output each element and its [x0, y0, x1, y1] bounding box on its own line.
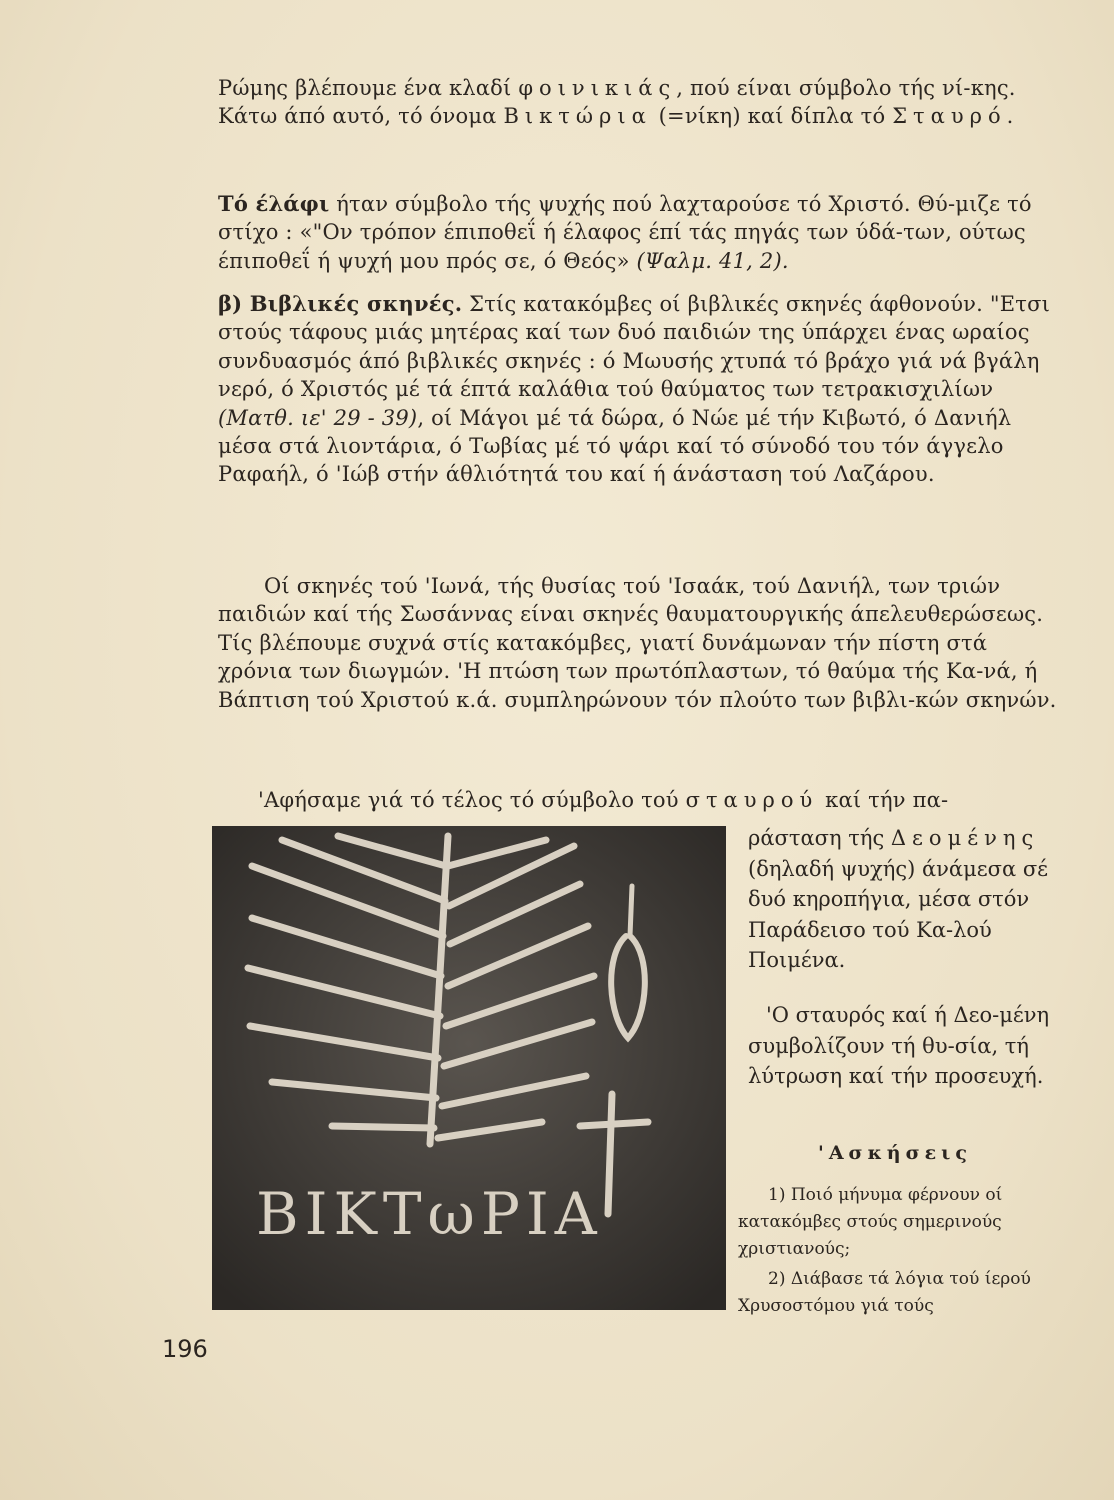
text-run: , οί Μάγοι μέ τά δώρα, ό Νώε μέ τήν Κιβωτό, ό Δανιήλ μέσα στά λιοντάρια, ό Τωβίας μέ τό ψάρι καί τό σύνοδό του τόν άγγελο Ραφαήλ, ό 'Ιώβ στήν άθλιότητά του καί ή άνάσταση τού Λαζάρου. — [218, 405, 1012, 487]
text-run: (=νίκη) καί δίπλα τό — [651, 104, 893, 129]
text-run: , πού είναι σύμβολο τής νί-κης. Κάτω άπό αυτό, τό όνομα — [218, 76, 1016, 129]
scripture-reference: (Ψαλμ. 41, 2). — [636, 248, 789, 273]
paragraph-miracle-scenes: Οί σκηνές τού 'Ιωνά, τής θυσίας τού 'Ισαάκ, τού Δανιήλ, των τριών παιδιών καί τής Σωσάννας είναι σκηνές θαυματουργικής άπελευθερώσεως. Τίς βλέπουμε συχνά στίς κατακόμβες, γιατί δυνάμωναν τήν πίστη στά χρόνια των διωγμών. 'Η πτώση των πρωτόπλαστων, τό θαύμα τής Κα-νά, ή Βάπτιση τού Χριστού κ.ά. συμπληρώνουν τόν πλούτο των βιβλι-κών σκηνών. — [218, 574, 1057, 712]
side-paragraph-orant — [748, 823, 1068, 976]
text-run: (δηλαδή ψυχής) άνάμεσα σέ δυό κηροπήγια, μέσα στόν Παράδεισο τού Κα-λού Ποιμένα. — [748, 856, 1049, 972]
text-run: Στίς κατακόμβες οί βιβλικές σκηνές άφθονούν. "Ετσι στούς τάφους μιάς μητέρας καί των δυό παιδιών της ύπάρχει ένας ωραίος συνδυασμός άπό βιβλικές σκηνές : ό Μωυσής χτυπά τό βράχο γιά νά βγάλη νερό, ό Χριστός μέ τά έπτά καλάθια τού θαύματος των τετρακισχιλίων — [218, 292, 1051, 402]
text-run: 'Αφήσαμε γιά τό τέλος τό σύμβολο τού — [258, 788, 686, 812]
text-run: Ρώμης βλέπουμε ένα κλαδί — [218, 76, 519, 100]
spaced-term: φοινικιάς — [518, 76, 677, 100]
exercise-item-2: 2) Διάβασε τά λόγια τού ίερού Χρυσοστόμου γιά τούς — [738, 1269, 1031, 1316]
section-heading: β) Βιβλικές σκηνές. — [218, 291, 463, 316]
text-run: . — [1006, 104, 1014, 129]
exercise-item-1: 1) Ποιό μήνυμα φέρνουν οί κατακόμβες στούς σημερινούς χριστιανούς; — [738, 1185, 1003, 1259]
cross-horizontal — [580, 1122, 648, 1126]
catacomb-inscription-photo — [212, 826, 726, 1310]
palm-branch-engraving — [212, 826, 726, 1310]
text-run: καί τήν πα- — [818, 788, 949, 812]
paragraph-biblical-scenes — [218, 290, 1068, 489]
exercises-heading: 'Ασκήσεις — [818, 1142, 972, 1164]
spaced-term: Σταυρό — [892, 104, 1007, 129]
paragraph-palm — [218, 74, 1068, 131]
text-run: ήταν σύμβολο τής ψυχής πού λαχταρούσε τό Χριστό. Θύ-μιζε τό στίχο : «"Ον τρόπον έπιποθεΐ ή έλαφος έπί τάς πηγάς των ύδά-των, ούτως έπιποθεΐ ή ψυχή μου πρός σε, ό Θεός» — [218, 192, 1032, 273]
paragraph-cross — [258, 786, 1068, 814]
bold-heading: Τό έλάφι — [218, 191, 330, 216]
spaced-term: Βικτώρια — [503, 104, 652, 129]
text-run: ράσταση τής — [748, 826, 891, 850]
cross-vertical — [608, 1094, 612, 1214]
paragraph-deer — [218, 190, 1068, 275]
side-paragraph-symbolism: 'Ο σταυρός καί ή Δεο-μένη συμβολίζουν τή θυ-σία, τή λύτρωση καί τήν προσευχή. — [748, 1003, 1050, 1088]
page-number: 196 — [162, 1335, 208, 1363]
spaced-term: σταυρού — [685, 788, 819, 812]
scripture-reference: (Ματθ. ιε' 29 - 39) — [218, 405, 418, 430]
spaced-term: Δεομένης — [890, 826, 1040, 850]
inscription-text: ΒΙΚΤωΡΙΑ — [256, 1180, 603, 1248]
